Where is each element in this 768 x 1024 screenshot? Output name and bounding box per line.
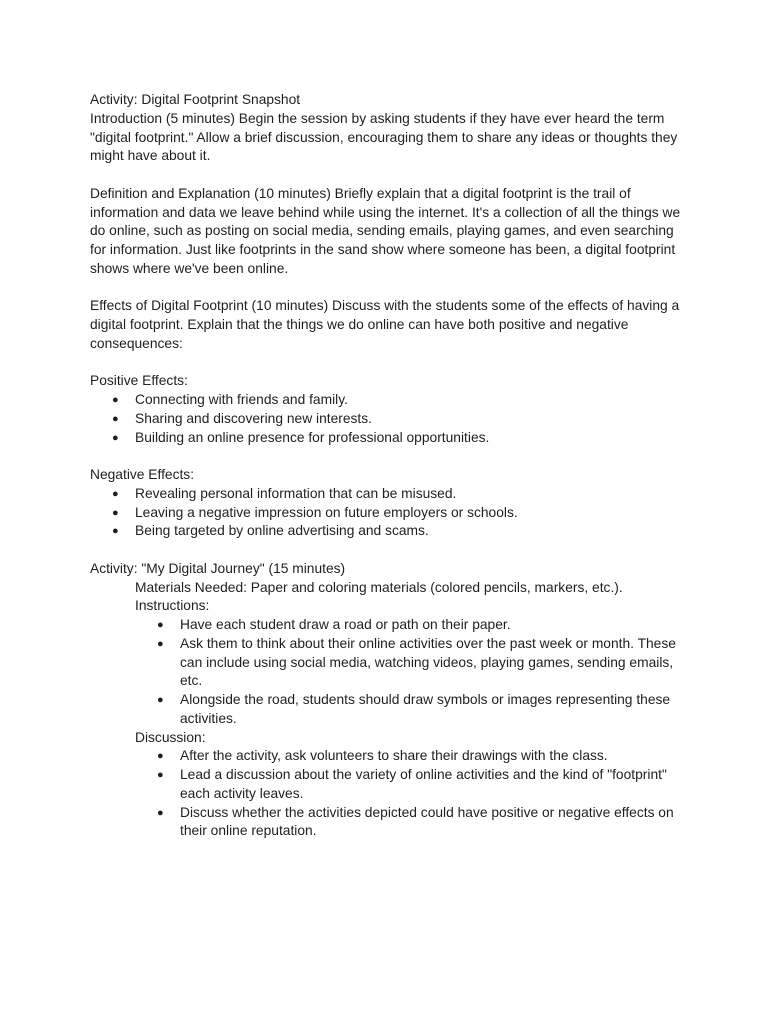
list-item: ● Lead a discussion about the variety of online activities and the kind of "footprint" each activity leaves. <box>90 766 690 804</box>
negative-effects-list <box>90 485 690 541</box>
spacer <box>90 354 690 373</box>
positive-effects-heading: Positive Effects: <box>90 373 188 389</box>
list-item: ● Building an online presence for professional opportunities. <box>90 429 690 448</box>
instructions-list <box>90 616 690 729</box>
discussion-list <box>90 747 690 841</box>
list-item: ● Sharing and discovering new interests. <box>90 410 690 429</box>
negative-effects-heading: Negative Effects: <box>90 467 195 482</box>
spacer <box>90 279 690 298</box>
list-item: ● Connecting with friends and family. <box>90 391 690 410</box>
list-item: ● Revealing personal information that can be misused. <box>90 485 690 504</box>
definition-paragraph: Definition and Explanation (10 minutes) Briefly explain that a digital footprint is the trail of information and data we leave behind while using the internet. It's a collection of all the things we do online, such as posting on social media, sending emails, playing games, and even searching for information. Just like footprints in the sand show where someone has been, a digital footprint shows where we've been online. <box>90 185 681 276</box>
activity-heading: Activity: "My Digital Journey" (15 minutes) <box>90 560 346 576</box>
spacer <box>90 447 690 466</box>
list-item: ● Ask them to think about their online activities over the past week or month. These can include using social media, watching videos, playing games, sending emails, etc. <box>90 635 690 691</box>
positive-effects-list <box>90 391 690 447</box>
document-body <box>90 91 690 841</box>
instructions-label: Instructions: <box>135 598 210 614</box>
list-item: ● Leaving a negative impression on future employers or schools. <box>90 504 690 523</box>
list-item: ● Discuss whether the activities depicted could have positive or negative effects on their online reputation. <box>90 804 690 842</box>
list-item: ● Being targeted by online advertising and scams. <box>90 522 690 541</box>
list-item: ● Alongside the road, students should draw symbols or images representing these activities. <box>90 691 690 729</box>
list-item: ● Have each student draw a road or path on their paper. <box>90 616 690 635</box>
list-item: ● After the activity, ask volunteers to share their drawings with the class. <box>90 747 690 766</box>
spacer <box>90 166 690 185</box>
discussion-label: Discussion: <box>135 729 206 745</box>
effects-paragraph: Effects of Digital Footprint (10 minutes) Discuss with the students some of the effects of having a digital footprint. Explain that the things we do online can have both positive and negative consequences: <box>90 298 680 351</box>
spacer <box>90 541 690 560</box>
document-title: Activity: Digital Footprint Snapshot <box>90 92 301 107</box>
materials-line: Materials Needed: Paper and coloring materials (colored pencils, markers, etc.). <box>135 579 623 595</box>
intro-paragraph: Introduction (5 minutes) Begin the session by asking students if they have ever heard the term "digital footprint." Allow a brief discussion, encouraging them to share any ideas or thoughts they might have about it. <box>90 110 678 164</box>
